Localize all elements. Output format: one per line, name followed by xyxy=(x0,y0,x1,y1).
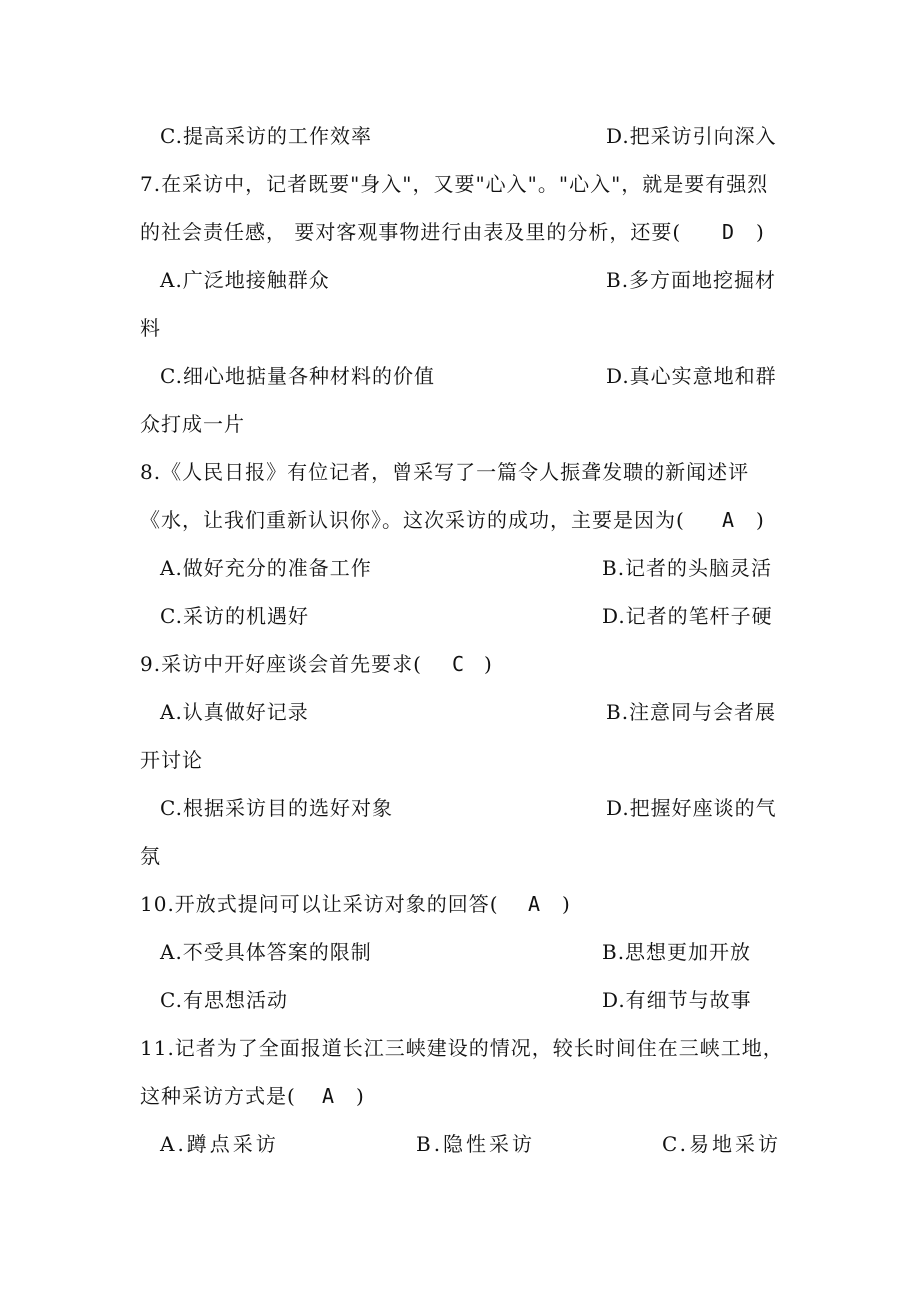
q11-option-c: C.易地采访 xyxy=(662,1132,781,1156)
q7-option-c: C.细心地掂量各种材料的价值 xyxy=(160,364,435,388)
q8-option-b: B.记者的头脑灵活 xyxy=(602,556,773,580)
q11-stem-text-2: 这种采访方式是( xyxy=(140,1084,296,1108)
q7-option-d-cont: 众打成一片 xyxy=(140,412,245,436)
q10-option-d: D.有细节与故事 xyxy=(602,988,752,1012)
q11-stem-line2 xyxy=(0,1072,920,1120)
q7-stem-text-1: 7.在采访中，记者既要"身入"，又要"心入"。"心入"，就是要有强烈 xyxy=(140,172,769,196)
q7-answer: D xyxy=(722,220,736,244)
q9-close-paren: ) xyxy=(484,652,493,676)
q8-stem-text-2: 《水，让我们重新认识你》。这次采访的成功，主要是因为( xyxy=(140,508,685,532)
q11-option-b: B.隐性采访 xyxy=(416,1132,536,1156)
q9-option-d-cont: 氛 xyxy=(140,844,161,868)
q9-options-cd xyxy=(0,784,920,832)
q11-stem-line1 xyxy=(0,1024,920,1072)
q9-stem-text: 9.采访中开好座谈会首先要求( xyxy=(140,652,422,676)
q7-close-paren: ) xyxy=(756,220,765,244)
q9-options-ab xyxy=(0,688,920,736)
q7-option-b-cont: 料 xyxy=(140,316,161,340)
q10-option-a: A.不受具体答案的限制 xyxy=(160,940,372,964)
q8-option-a: A.做好充分的准备工作 xyxy=(160,556,372,580)
q7-option-d-cont-line xyxy=(0,400,920,448)
q10-options-cd xyxy=(0,976,920,1024)
q7-stem-line2 xyxy=(0,208,920,256)
q7-option-b-cont-line xyxy=(0,304,920,352)
q7-stem-text-2: 的社会责任感， 要对客观事物进行由表及里的分析，还要( xyxy=(140,220,682,244)
q10-stem-line xyxy=(0,880,920,928)
q10-close-paren: ) xyxy=(562,892,571,916)
q9-option-a: A.认真做好记录 xyxy=(160,700,309,724)
q9-option-d-cont-line xyxy=(0,832,920,880)
q8-option-c: C.采访的机遇好 xyxy=(160,604,309,628)
q6-option-c: C.提高采访的工作效率 xyxy=(160,124,372,148)
q8-options-ab xyxy=(0,544,920,592)
q7-options-cd xyxy=(0,352,920,400)
q10-option-c: C.有思想活动 xyxy=(160,988,288,1012)
q8-stem-line2 xyxy=(0,496,920,544)
q9-option-b-cont: 开讨论 xyxy=(140,748,203,772)
q9-answer: C xyxy=(452,652,466,676)
q7-option-b: B.多方面地挖掘材 xyxy=(606,268,777,292)
q10-option-b: B.思想更加开放 xyxy=(602,940,752,964)
q7-stem-line1 xyxy=(0,160,920,208)
q11-option-a: A.蹲点采访 xyxy=(160,1132,279,1156)
q11-stem-text-1: 11.记者为了全面报道长江三峡建设的情况，较长时间住在三峡工地， xyxy=(140,1036,784,1060)
q11-options xyxy=(0,1120,920,1168)
q11-answer: A xyxy=(322,1084,336,1108)
q9-option-b-cont-line xyxy=(0,736,920,784)
q8-stem-text-1: 8.《人民日报》有位记者，曾采写了一篇令人振聋发聩的新闻述评 xyxy=(140,460,750,484)
q7-options-ab xyxy=(0,256,920,304)
q8-close-paren: ) xyxy=(756,508,765,532)
q8-option-d: D.记者的笔杆子硬 xyxy=(602,604,773,628)
q8-stem-line1 xyxy=(0,448,920,496)
q10-answer: A xyxy=(528,892,542,916)
q7-option-a: A.广泛地接触群众 xyxy=(160,268,330,292)
q8-answer: A xyxy=(722,508,736,532)
q11-close-paren: ) xyxy=(356,1084,365,1108)
q7-option-d: D.真心实意地和群 xyxy=(606,364,777,388)
q9-option-d: D.把握好座谈的气 xyxy=(606,796,777,820)
q9-stem-line xyxy=(0,640,920,688)
q8-options-cd xyxy=(0,592,920,640)
q6-options-cd xyxy=(0,112,920,160)
q6-option-d: D.把采访引向深入 xyxy=(606,124,777,148)
q10-stem-text: 10.开放式提问可以让采访对象的回答( xyxy=(140,892,499,916)
q9-option-b: B.注意同与会者展 xyxy=(606,700,777,724)
q9-option-c: C.根据采访目的选好对象 xyxy=(160,796,393,820)
q10-options-ab xyxy=(0,928,920,976)
